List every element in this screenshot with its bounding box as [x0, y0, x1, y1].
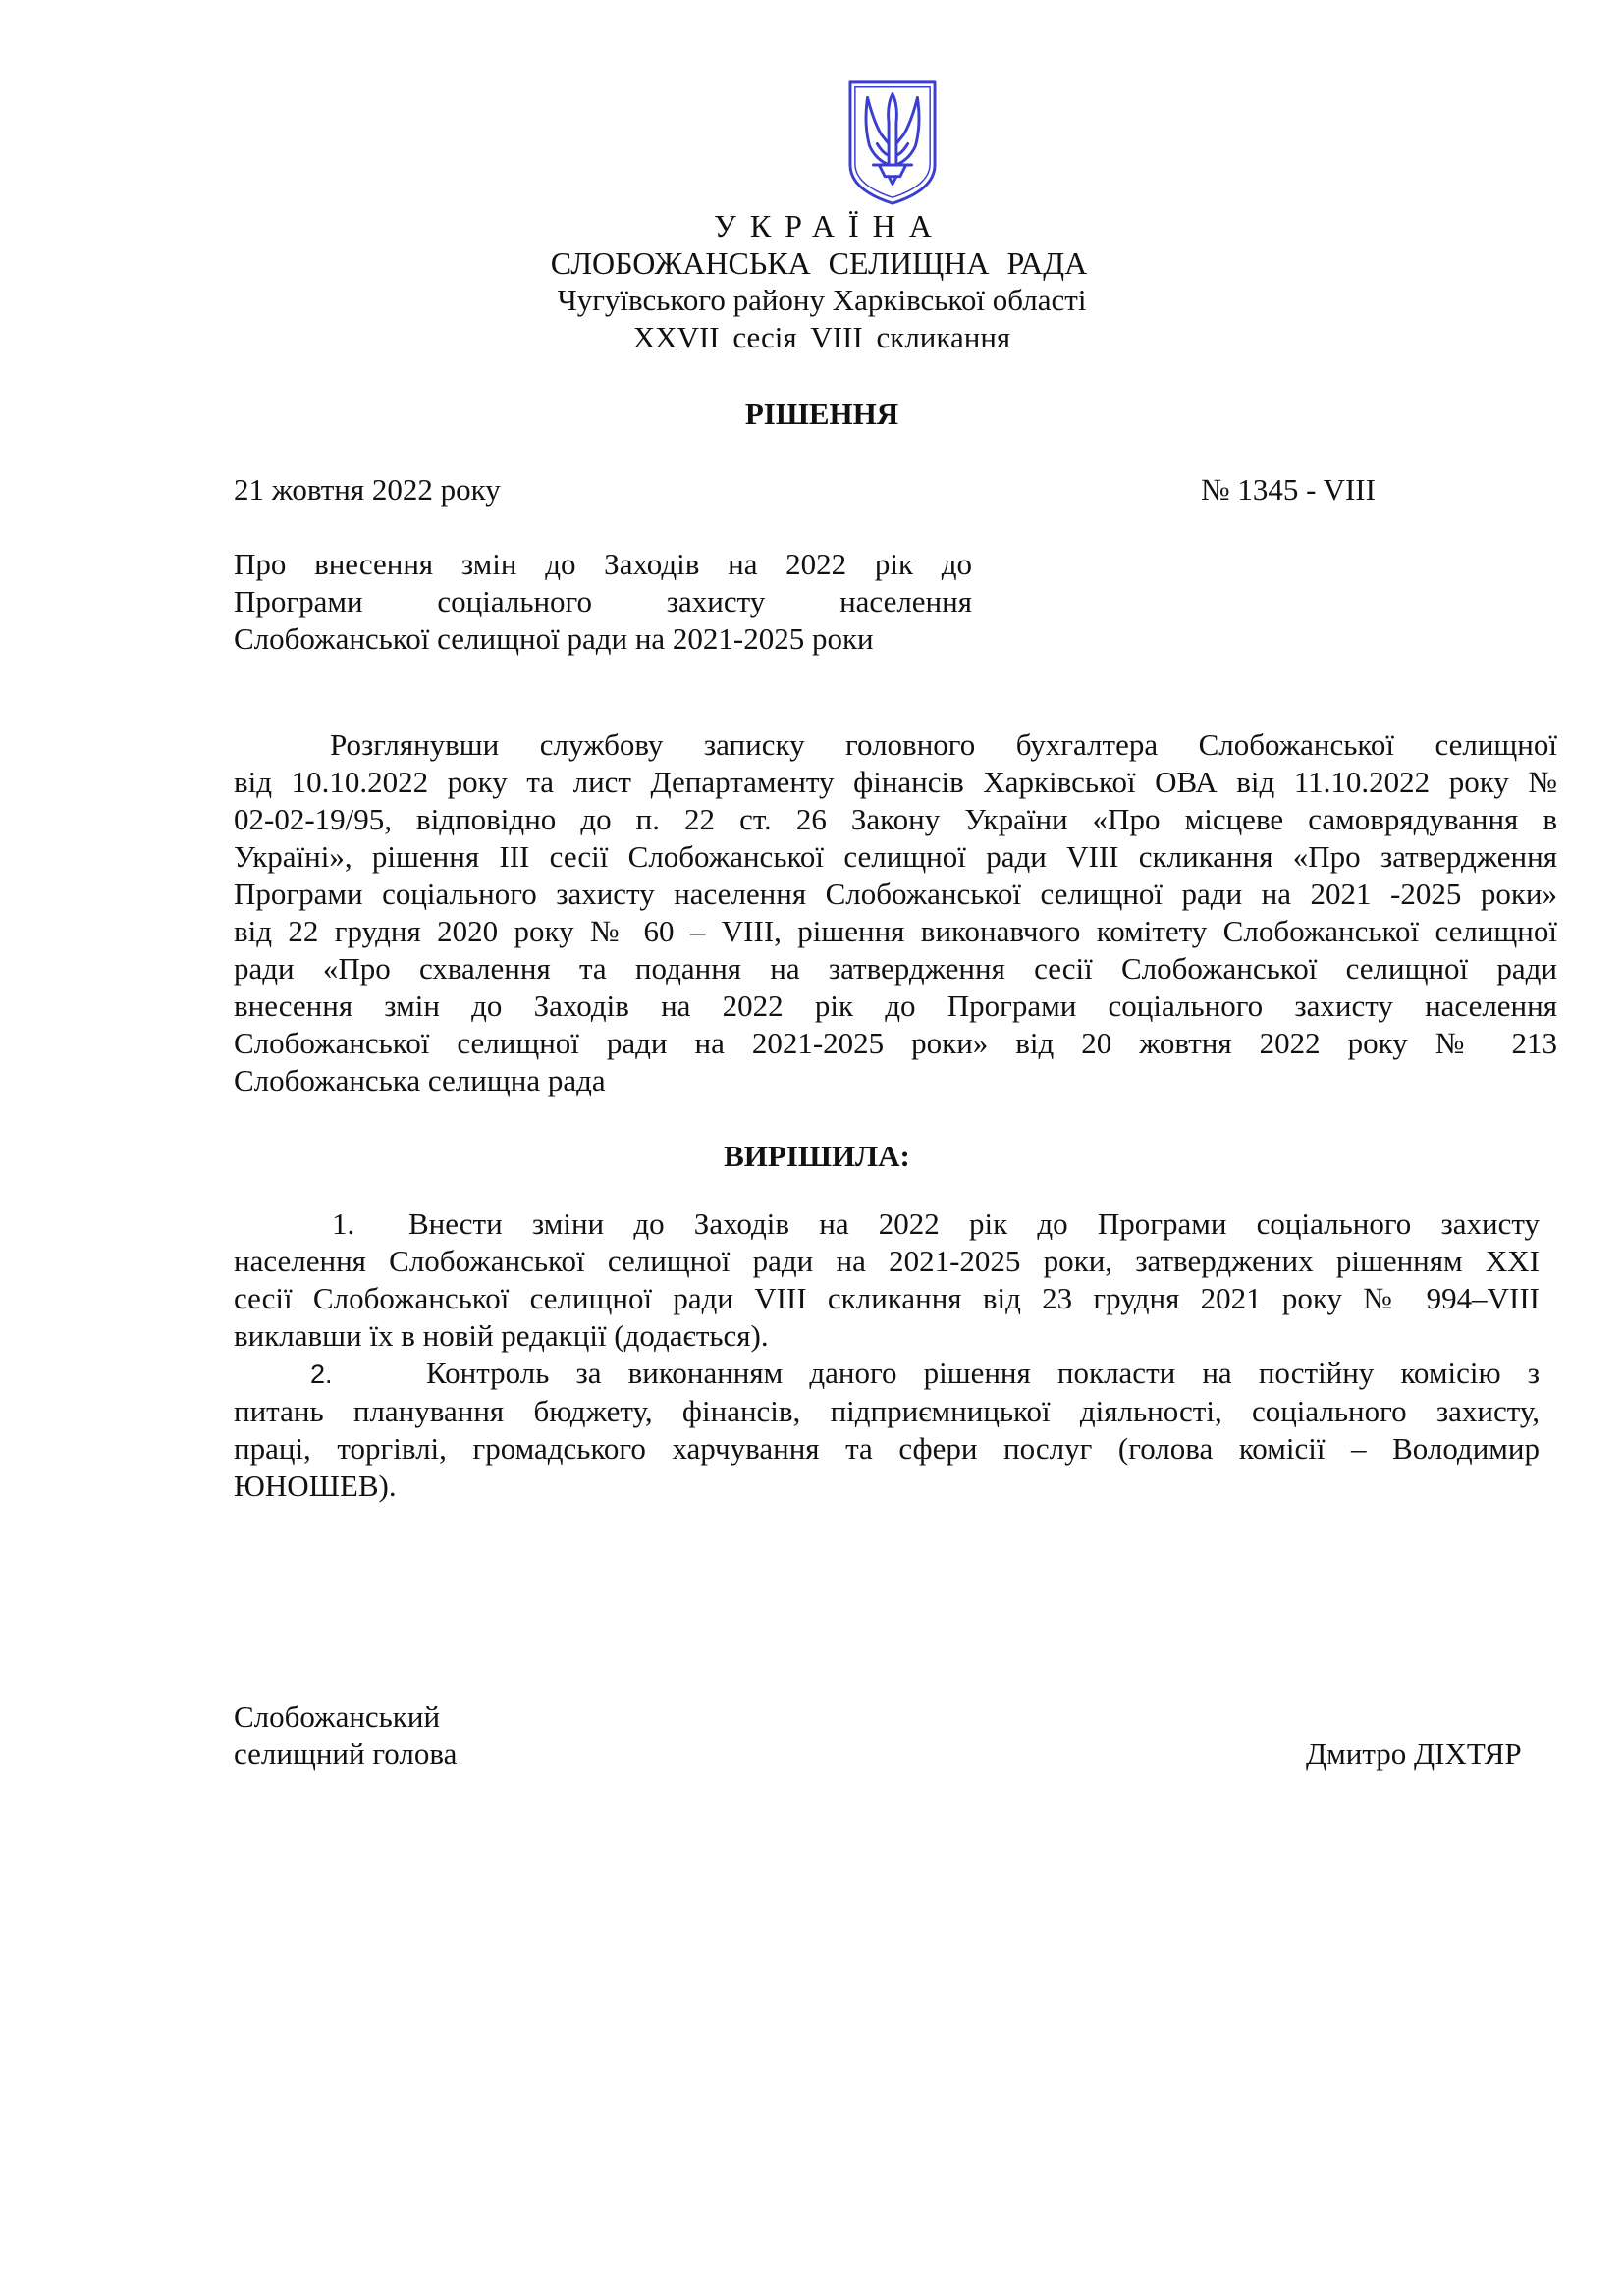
country-heading: УКРАЇНА — [714, 208, 946, 243]
subject-line: Про внесення змін до Заходів на 2022 рік до — [234, 547, 972, 581]
ukraine-coat-of-arms-icon — [844, 77, 941, 207]
subject-line: Програми соціального захисту населення — [234, 584, 972, 618]
preamble-line: Слобожанської селищної ради на 2021-2025 роки» від 20 жовтня 2022 року № 213 — [234, 1026, 1557, 1060]
preamble-line: від 10.10.2022 року та лист Департаменту фінансів Харківської ОВА від 11.10.2022 року № — [234, 765, 1557, 799]
item-2-number: 2. — [310, 1360, 333, 1389]
decision-items — [234, 1205, 1540, 1505]
signatory-title-line2: селищний голова — [234, 1736, 458, 1771]
item-1-line: населення Слобожанської селищної ради на 2021-2025 роки, затверджених рішенням XXІ — [234, 1244, 1540, 1278]
decision-date: 21 жовтня 2022 року — [234, 472, 501, 507]
document-type-title: РІШЕННЯ — [744, 397, 899, 431]
preamble-paragraph — [234, 726, 1557, 1099]
preamble-line: Програми соціального захисту населення Слобожанської селищної ради на 2021 -2025 роки» — [234, 877, 1557, 911]
item-1-number: 1. — [332, 1206, 355, 1241]
session-heading: XXVII сесія VIII скликання — [632, 320, 1011, 354]
preamble-line: 02-02-19/95, відповідно до п. 22 ст. 26 Закону України «Про місцеве самоврядування в — [234, 802, 1557, 836]
subject-line: Слобожанської селищної ради на 2021-2025 роки — [234, 621, 874, 656]
decision-number: № 1345 - VIII — [1201, 472, 1376, 507]
item-1-line: сесії Слобожанської селищної ради VIII скликання від 23 грудня 2021 року № 994–VIII — [234, 1281, 1540, 1315]
item-2-line: ЮНОШЕВ). — [234, 1468, 397, 1503]
decided-heading: ВИРІШИЛА: — [724, 1139, 910, 1173]
preamble-line: ради «Про схвалення та подання на затвердження сесії Слобожанської селищної ради — [234, 951, 1557, 986]
district-heading: Чугуївського району Харківської області — [557, 283, 1087, 317]
preamble-line: внесення змін до Заходів на 2022 рік до Програми соціального захисту населення — [234, 988, 1557, 1023]
item-2-text: Контроль за виконанням даного рішення покласти на постійну комісію з — [426, 1356, 1540, 1390]
signatory-name: Дмитро ДІХТЯР — [1306, 1736, 1522, 1771]
signatory-title-line1: Слобожанський — [234, 1699, 441, 1734]
decision-subject — [234, 546, 972, 658]
preamble-line: від 22 грудня 2020 року № 60 – VIII, рішення виконавчого комітету Слобожанської селищної — [234, 914, 1557, 948]
preamble-line: Україні», рішення ІІІ сесії Слобожанської селищної ради VIII скликання «Про затвердження — [234, 839, 1557, 874]
preamble-line: Розглянувши службову записку головного бухгалтера Слобожанської селищної — [330, 727, 1557, 762]
item-2-line: питань планування бюджету, фінансів, підприємницької діяльності, соціального захисту, — [234, 1394, 1540, 1428]
preamble-line: Слобожанська селищна рада — [234, 1063, 606, 1097]
item-1-line: виклавши їх в новій редакції (додається). — [234, 1318, 769, 1353]
council-heading: СЛОБОЖАНСЬКА СЕЛИЩНА РАДА — [550, 245, 1088, 281]
item-2-line: праці, торгівлі, громадського харчування та сфери послуг (голова комісії – Володимир — [234, 1431, 1540, 1466]
item-2-line — [234, 1355, 1540, 1393]
item-1-line — [234, 1205, 1540, 1243]
item-1-text: Внести зміни до Заходів на 2022 рік до Програми соціального захисту — [408, 1206, 1540, 1241]
